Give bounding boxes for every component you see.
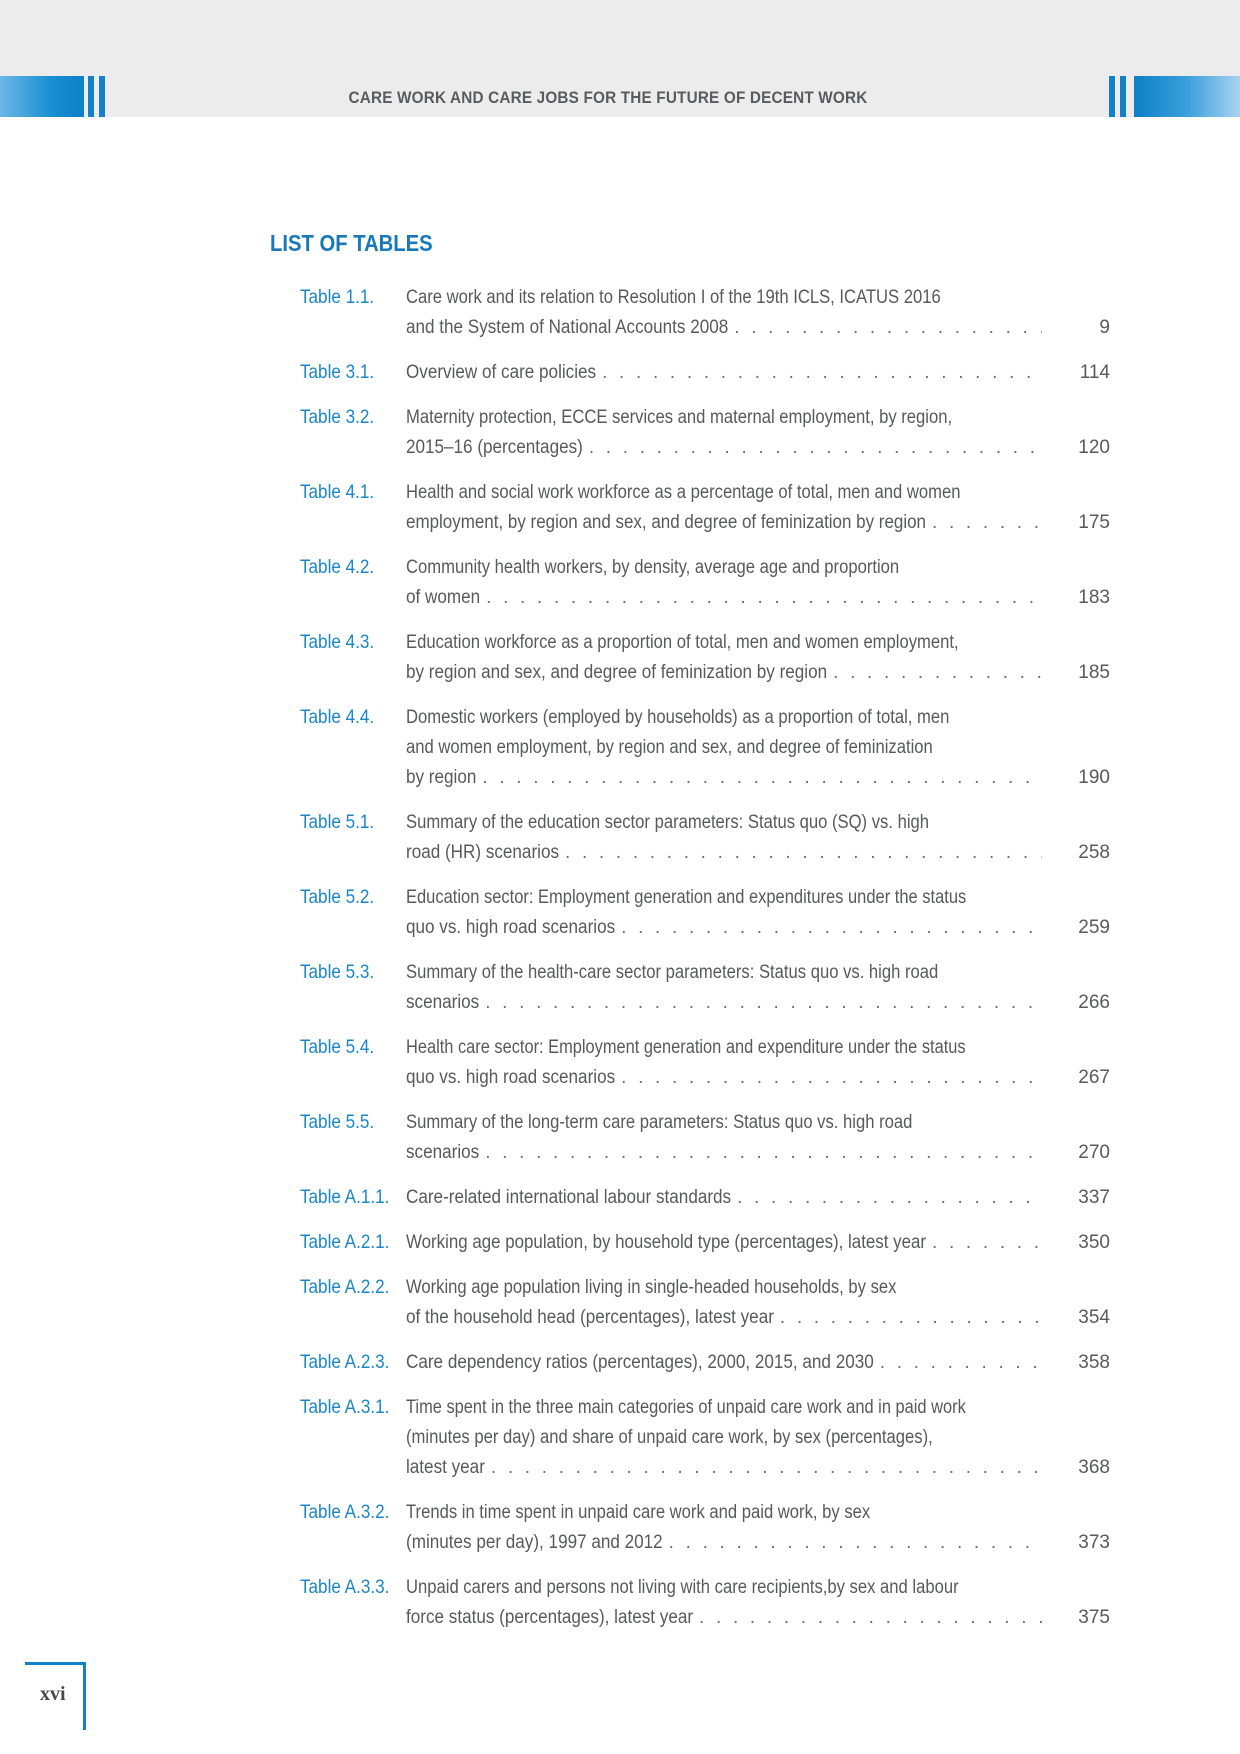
toc-entry-page-number[interactable]: 175 — [1078, 512, 1110, 533]
toc-entry-label[interactable]: Table 3.2. — [300, 407, 375, 428]
toc-entry-title — [406, 1348, 1046, 1378]
toc-entry-title-last-line — [406, 508, 1046, 538]
toc-entry-title — [406, 1273, 1046, 1333]
toc-entry-title-last-line — [406, 1453, 1046, 1483]
dot-leader — [699, 1603, 1042, 1633]
dot-leader — [780, 1303, 1042, 1333]
toc-entry-title-text: Care-related international labour standards — [406, 1187, 732, 1208]
toc-entry-page-number[interactable]: 114 — [1079, 362, 1110, 383]
toc-entry-title-text: and the System of National Accounts 2008 — [406, 317, 729, 338]
toc-entry-page-number[interactable]: 190 — [1078, 767, 1110, 788]
toc-entry-title-text: by region and sex, and degree of feminization by region — [406, 662, 828, 683]
dot-leader — [737, 1183, 1042, 1213]
toc-entry-label[interactable]: Table A.3.2. — [300, 1502, 390, 1523]
toc-entry-title-last-line — [406, 763, 1046, 793]
toc-entry-label[interactable]: Table A.2.3. — [300, 1352, 390, 1373]
toc-entry-title — [406, 478, 1046, 538]
toc-entry-title-text: scenarios — [406, 992, 480, 1013]
toc-entry-title-line: Summary of the health-care sector parameters: Status quo vs. high road — [406, 962, 939, 983]
toc-entry[interactable] — [300, 1273, 1110, 1333]
toc-entry[interactable] — [300, 1108, 1110, 1168]
toc-entry-title-text: force status (percentages), latest year — [406, 1607, 694, 1628]
toc-entry-title-line: Care work and its relation to Resolution I of the 19th ICLS, ICATUS 2016 — [406, 287, 941, 308]
toc-entry-title — [406, 1033, 1046, 1093]
dot-leader — [932, 508, 1042, 538]
toc-entry-title — [406, 1228, 1046, 1258]
toc-entry-title-line: Education workforce as a proportion of total, men and women employment, — [406, 632, 959, 653]
toc-entry-title — [406, 703, 1046, 793]
dot-leader — [880, 1348, 1042, 1378]
toc-entry-page-number[interactable]: 183 — [1078, 587, 1110, 608]
toc-entry[interactable] — [300, 358, 1110, 388]
toc-entry-label[interactable]: Table A.1.1. — [300, 1187, 390, 1208]
dot-leader — [589, 433, 1042, 463]
toc-entry-title-text: of women — [406, 587, 481, 608]
toc-entry-title-line: Trends in time spent in unpaid care work and paid work, by sex — [406, 1502, 871, 1523]
toc-entry[interactable] — [300, 1228, 1110, 1258]
toc-entry-title-last-line — [406, 1063, 1046, 1093]
toc-entry-title-line: Working age population living in single-headed households, by sex — [406, 1277, 897, 1298]
toc-entry-title-text: road (HR) scenarios — [406, 842, 559, 863]
toc-entry[interactable] — [300, 703, 1110, 793]
toc-entry-title-last-line — [406, 313, 1046, 343]
toc-entry-title — [406, 1108, 1046, 1168]
toc-entry-title-text: scenarios — [406, 1142, 480, 1163]
toc-entry-title-last-line — [406, 1228, 1046, 1258]
toc-entry[interactable] — [300, 1348, 1110, 1378]
toc-entry-label[interactable]: Table 4.1. — [300, 482, 375, 503]
toc-entry-title-text: 2015–16 (percentages) — [406, 437, 583, 458]
dot-leader — [669, 1528, 1042, 1558]
toc-entry-title — [406, 808, 1046, 868]
toc-entry[interactable] — [300, 1183, 1110, 1213]
toc-entry-title — [406, 553, 1046, 613]
toc-entry-title-line: Education sector: Employment generation and expenditures under the status — [406, 887, 967, 908]
toc-entry-label[interactable]: Table A.2.2. — [300, 1277, 390, 1298]
toc-entry-title-last-line — [406, 658, 1046, 688]
toc-entry-label[interactable]: Table 1.1. — [300, 287, 375, 308]
dot-leader — [485, 1138, 1042, 1168]
toc-entry[interactable] — [300, 958, 1110, 1018]
toc-entry-title — [406, 403, 1046, 463]
dot-leader — [932, 1228, 1042, 1258]
toc-entry-title-line: Health and social work workforce as a percentage of total, men and women — [406, 482, 961, 503]
toc-entry-title — [406, 1183, 1046, 1213]
dot-leader — [833, 658, 1042, 688]
toc-entry-title — [406, 628, 1046, 688]
toc-entry[interactable] — [300, 1393, 1110, 1483]
toc-entry-title-text: quo vs. high road scenarios — [406, 917, 616, 938]
toc-entry-title-last-line — [406, 433, 1046, 463]
toc-entry-title — [406, 358, 1046, 388]
toc-entry-page-number[interactable]: 350 — [1078, 1232, 1110, 1253]
dot-leader — [621, 913, 1042, 943]
toc-entry-title-last-line — [406, 1303, 1046, 1333]
toc-entry-page-number[interactable]: 368 — [1078, 1457, 1110, 1478]
toc-entry-title-line: and women employment, by region and sex, and degree of feminization — [406, 737, 933, 758]
toc-entry[interactable] — [300, 1498, 1110, 1558]
dot-leader — [565, 838, 1042, 868]
toc-entry-title-line: Time spent in the three main categories of unpaid care work and in paid work — [406, 1397, 966, 1418]
toc-entry-title-text: Overview of care policies — [406, 362, 597, 383]
dot-leader — [621, 1063, 1042, 1093]
toc-entry-title-text: latest year — [406, 1457, 485, 1478]
toc-entry-title — [406, 1573, 1046, 1633]
toc-entry-title — [406, 1393, 1046, 1483]
toc-entry-title-last-line — [406, 1138, 1046, 1168]
toc-entry[interactable] — [300, 283, 1110, 343]
toc-entry-title-text: employment, by region and sex, and degree of feminization by region — [406, 512, 926, 533]
toc-entry-page-number[interactable]: 120 — [1078, 437, 1110, 458]
toc-entry-title-last-line — [406, 583, 1046, 613]
toc-entry-title-line: Summary of the long-term care parameters: Status quo vs. high road — [406, 1112, 913, 1133]
toc-entry-page-number[interactable]: 258 — [1078, 842, 1110, 863]
toc-entry-title — [406, 283, 1046, 343]
toc-entry-title-line: Summary of the education sector parameters: Status quo (SQ) vs. high — [406, 812, 930, 833]
toc-entry-page-number[interactable]: 358 — [1078, 1352, 1110, 1373]
toc-entry-title-last-line — [406, 838, 1046, 868]
toc-entry[interactable] — [300, 403, 1110, 463]
toc-entry-page-number[interactable]: 9 — [1099, 317, 1110, 338]
toc-entry-title-text: by region — [406, 767, 477, 788]
toc-entry-label[interactable]: Table A.2.1. — [300, 1232, 390, 1253]
toc-entry-label[interactable]: Table 4.2. — [300, 557, 375, 578]
toc-entry-label[interactable]: Table A.3.1. — [300, 1397, 390, 1418]
toc-entry[interactable] — [300, 478, 1110, 538]
running-head: CARE WORK AND CARE JOBS FOR THE FUTURE OF DECENT WORK — [348, 88, 868, 107]
toc-entry-page-number[interactable]: 373 — [1078, 1532, 1110, 1553]
toc-entry-page-number[interactable]: 375 — [1078, 1607, 1110, 1628]
toc-entry-title-line: Health care sector: Employment generation and expenditure under the status — [406, 1037, 966, 1058]
toc-entry[interactable] — [300, 808, 1110, 868]
dot-leader — [491, 1453, 1042, 1483]
toc-entry-label[interactable]: Table 5.3. — [300, 962, 375, 983]
toc-entry-title — [406, 1498, 1046, 1558]
dot-leader — [486, 583, 1042, 613]
toc-entry-title — [406, 883, 1046, 943]
toc-entry[interactable] — [300, 1573, 1110, 1633]
toc-entry-label[interactable]: Table 3.1. — [300, 362, 375, 383]
toc-entry-title-line: Community health workers, by density, average age and proportion — [406, 557, 900, 578]
dot-leader — [485, 988, 1042, 1018]
toc-entry-page-number[interactable]: 337 — [1078, 1187, 1110, 1208]
toc-entry-label[interactable]: Table A.3.3. — [300, 1577, 390, 1598]
toc-entry-title-last-line — [406, 1528, 1046, 1558]
toc-entry-title-line: Domestic workers (employed by households) as a proportion of total, men — [406, 707, 950, 728]
toc-entry-title-line: Maternity protection, ECCE services and maternal employment, by region, — [406, 407, 953, 428]
toc-entry-title-text: Care dependency ratios (percentages), 2000, 2015, and 2030 — [406, 1352, 874, 1373]
toc-entry-title-last-line — [406, 913, 1046, 943]
page-number: xvi — [40, 1683, 66, 1705]
dot-leader — [482, 763, 1042, 793]
toc-entry-title-line: (minutes per day) and share of unpaid care work, by sex (percentages), — [406, 1427, 933, 1448]
toc-entry-page-number[interactable]: 354 — [1078, 1307, 1110, 1328]
toc-entry[interactable] — [300, 883, 1110, 943]
toc-entry-page-number[interactable]: 270 — [1078, 1142, 1110, 1163]
toc-entry-title-last-line — [406, 1183, 1046, 1213]
list-of-tables — [300, 283, 1110, 1648]
toc-entry[interactable] — [300, 553, 1110, 613]
toc-entry-title — [406, 958, 1046, 1018]
toc-entry-title-last-line — [406, 1348, 1046, 1378]
toc-entry-label[interactable]: Table 5.1. — [300, 812, 375, 833]
toc-entry[interactable] — [300, 628, 1110, 688]
toc-entry-page-number[interactable]: 266 — [1078, 992, 1110, 1013]
toc-entry-title-last-line — [406, 1603, 1046, 1633]
toc-entry-title-text: of the household head (percentages), latest year — [406, 1307, 774, 1328]
dot-leader — [602, 358, 1042, 388]
toc-entry-page-number[interactable]: 259 — [1078, 917, 1110, 938]
toc-entry-title-last-line — [406, 358, 1046, 388]
toc-entry-label[interactable]: Table 5.2. — [300, 887, 375, 908]
toc-entry[interactable] — [300, 1033, 1110, 1093]
toc-entry-title-text: (minutes per day), 1997 and 2012 — [406, 1532, 663, 1553]
toc-entry-title-last-line — [406, 988, 1046, 1018]
toc-entry-title-text: Working age population, by household type (percentages), latest year — [406, 1232, 926, 1253]
toc-entry-label[interactable]: Table 4.3. — [300, 632, 375, 653]
toc-entry-page-number[interactable]: 267 — [1078, 1067, 1110, 1088]
toc-entry-label[interactable]: Table 5.4. — [300, 1037, 375, 1058]
toc-entry-title-line: Unpaid carers and persons not living with care recipients,by sex and labour — [406, 1577, 959, 1598]
toc-entry-title-text: quo vs. high road scenarios — [406, 1067, 616, 1088]
page-title: LIST OF TABLES — [270, 230, 433, 256]
toc-entry-page-number[interactable]: 185 — [1078, 662, 1110, 683]
dot-leader — [734, 313, 1042, 343]
toc-entry-label[interactable]: Table 4.4. — [300, 707, 375, 728]
toc-entry-label[interactable]: Table 5.5. — [300, 1112, 375, 1133]
